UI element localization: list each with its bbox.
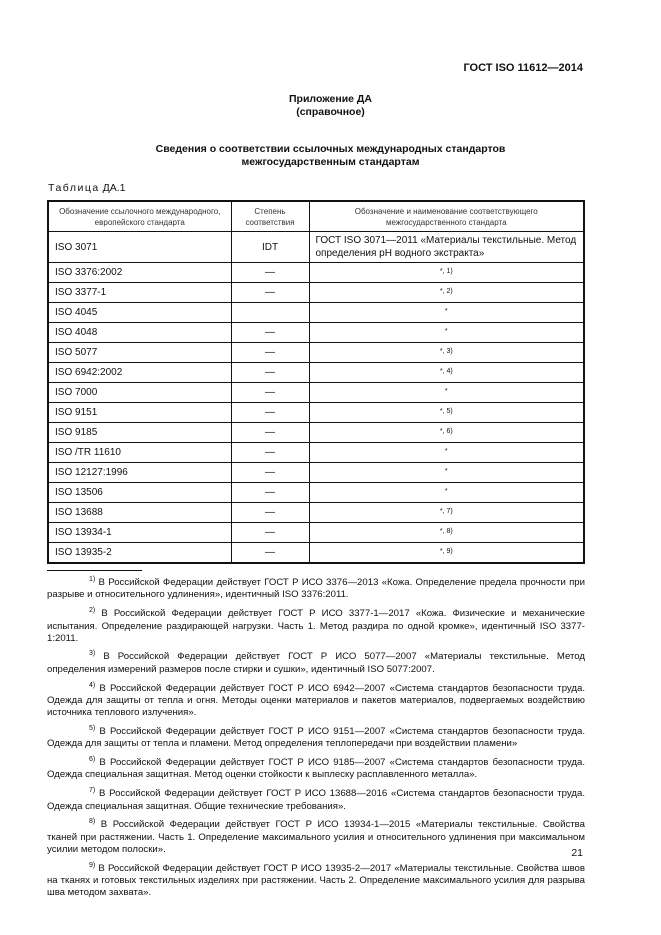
cell-gost: * — [309, 303, 584, 323]
appendix-title: Приложение ДА — [289, 93, 372, 105]
cell-gost: * — [309, 383, 584, 403]
cell-gost: * — [309, 463, 584, 483]
caption-number: ДА.1 — [102, 182, 126, 194]
document-header: ГОСТ ISO 11612—2014 — [463, 62, 583, 74]
table-row — [48, 523, 584, 543]
table-row — [48, 263, 584, 283]
table-row — [48, 443, 584, 463]
cell-std: ISO 3376:2002 — [48, 263, 231, 283]
cell-std: ISO 6942:2002 — [48, 363, 231, 383]
table-row — [48, 303, 584, 323]
cell-std: ISO 5077 — [48, 343, 231, 363]
cell-gost: *, 8) — [309, 523, 584, 543]
cell-gost: *, 1) — [309, 263, 584, 283]
footnote-number: 8) — [89, 818, 96, 826]
cell-gost: * — [309, 483, 584, 503]
footnote-number: 3) — [89, 650, 96, 658]
footnote-text: В Российской Федерации действует ГОСТ Р ИСО 9185—2007 «Система стандартов безопасности труда. Одежда специальная защитная. Метод оценки стойкости к выплеску расплавленного металла». — [47, 757, 586, 781]
cell-deg: — — [231, 363, 309, 383]
cell-gost: *, 2) — [309, 283, 584, 303]
table-row — [48, 503, 584, 523]
cell-deg — [231, 303, 309, 323]
cell-gost: *, 3) — [309, 343, 584, 363]
column-header: Обозначение ссылочного международного, европейского стандарта — [48, 201, 231, 232]
footnote-number: 5) — [89, 724, 96, 732]
table-caption — [48, 182, 125, 194]
table-row — [48, 323, 584, 343]
cell-std: ISO 9185 — [48, 423, 231, 443]
cell-std: ISO 13506 — [48, 483, 231, 503]
footnote — [47, 754, 585, 782]
cell-deg: — — [231, 403, 309, 423]
cell-std: ISO 13935-2 — [48, 543, 231, 564]
footnote-number: 1) — [89, 576, 96, 583]
footnote-text: В Российской Федерации действует ГОСТ Р ИСО 13934-1—2015 «Материалы текстильные. Свойства тканей при растяжении. Часть 1. Определение максимального усилия и относительного удлинения при максимальном усилии методом полоски». — [47, 819, 585, 855]
cell-deg: — — [231, 523, 309, 543]
cell-gost: * — [309, 323, 584, 343]
column-header: Степень соответствия — [231, 201, 309, 232]
cell-deg: — — [231, 283, 309, 303]
cell-deg: — — [231, 483, 309, 503]
footnote-text: В Российской Федерации действует ГОСТ Р ИСО 3377-1—2017 «Кожа. Физические и механические испытания. Определение раздирающей нагрузки. Часть 1. Метод раздира по одной кромке», идентичный ISO 3377-1:2011. — [47, 608, 585, 644]
table-row — [48, 543, 584, 564]
footnote-text: В Российской Федерации действует ГОСТ Р ИСО 9151—2007 «Система стандартов безопасности труда. Одежда для защиты от тепла и пламени. Метод определения теплопередачи при воздействии пламени» — [47, 726, 586, 750]
footnote — [47, 574, 585, 602]
cell-std: ISO 13688 — [48, 503, 231, 523]
footnote — [47, 680, 585, 720]
cell-gost: * — [309, 443, 584, 463]
footnote-number: 7) — [89, 787, 96, 795]
footnote-separator — [47, 570, 142, 571]
cell-gost: *, 4) — [309, 363, 584, 383]
footnote-text: В Российской Федерации действует ГОСТ Р ИСО 5077—2007 «Материалы текстильные. Метод определения измерений размеров после стирки и сушки», идентичный ISO 5077:2007. — [47, 651, 585, 675]
cell-gost: ГОСТ ISO 3071—2011 «Материалы текстильные. Метод определения pH водного экстракта» — [309, 232, 584, 263]
correspondence-table — [47, 200, 585, 564]
footnote-text: В Российской Федерации действует ГОСТ Р ИСО 6942—2007 «Система стандартов безопасности труда. Одежда для защиты от тепла и огня. Методы оценки материалов и пакетов материалов, подвергаемых воздействию источника теплового излучения». — [47, 682, 586, 719]
footnote-number: 9) — [89, 861, 96, 869]
cell-deg: — — [231, 323, 309, 343]
table-row — [48, 403, 584, 423]
cell-deg: — — [231, 443, 309, 463]
cell-deg: — — [231, 343, 309, 363]
cell-std: ISO /TR 11610 — [48, 443, 231, 463]
cell-gost: *, 9) — [309, 543, 584, 564]
cell-std: ISO 12127:1996 — [48, 463, 231, 483]
footnote-text: В Российской Федерации действует ГОСТ Р ИСО 13688—2016 «Система стандартов безопасности труда. Одежда специальная защитная. Общие технические требования». — [47, 788, 585, 812]
cell-std: ISO 4048 — [48, 323, 231, 343]
table-row — [48, 423, 584, 443]
cell-deg: IDT — [231, 232, 309, 263]
appendix-note: (справочное) — [296, 106, 365, 118]
table-row — [48, 232, 584, 263]
footnote-number: 6) — [89, 755, 96, 763]
page-number: 21 — [571, 847, 583, 859]
cell-std: ISO 3377-1 — [48, 283, 231, 303]
cell-gost: *, 6) — [309, 423, 584, 443]
section-title-line-2: межгосударственным стандартам — [241, 156, 420, 168]
footnote — [47, 605, 585, 645]
cell-std: ISO 7000 — [48, 383, 231, 403]
footnote — [47, 723, 585, 751]
footnote — [47, 648, 585, 676]
cell-deg: — — [231, 383, 309, 403]
table-row — [48, 283, 584, 303]
footnote-text: В Российской Федерации действует ГОСТ Р ИСО 3376—2013 «Кожа. Определение предела прочности при разрыве и относительного удлинения», идентичный ISO 3376:2011. — [47, 577, 585, 601]
cell-std: ISO 3071 — [48, 232, 231, 263]
caption-word: Таблица — [48, 182, 100, 194]
cell-deg: — — [231, 463, 309, 483]
footnotes — [47, 574, 585, 903]
footnote-text: В Российской Федерации действует ГОСТ Р ИСО 13935-2—2017 «Материалы текстильные. Свойства швов на тканях и готовых текстильных изделиях при растяжении. Часть 2. Определение максимального усилия для разрыва шва методом захвата». — [47, 862, 585, 899]
footnote-number: 4) — [89, 681, 96, 689]
cell-std: ISO 13934-1 — [48, 523, 231, 543]
cell-deg: — — [231, 263, 309, 283]
section-title-line-1: Сведения о соответствии ссылочных международных стандартов — [155, 143, 506, 155]
footnote — [47, 860, 585, 900]
table-row — [48, 383, 584, 403]
footnote — [47, 816, 585, 856]
table-row — [48, 463, 584, 483]
cell-deg: — — [231, 423, 309, 443]
cell-gost: *, 7) — [309, 503, 584, 523]
table-row — [48, 363, 584, 383]
cell-deg: — — [231, 543, 309, 564]
footnote-number: 2) — [89, 607, 96, 615]
cell-gost: *, 5) — [309, 403, 584, 423]
cell-deg: — — [231, 503, 309, 523]
table-row — [48, 343, 584, 363]
table-row — [48, 483, 584, 503]
cell-std: ISO 4045 — [48, 303, 231, 323]
column-header: Обозначение и наименование соответствующего межгосударственного стандарта — [309, 201, 584, 232]
cell-std: ISO 9151 — [48, 403, 231, 423]
footnote — [47, 785, 585, 813]
